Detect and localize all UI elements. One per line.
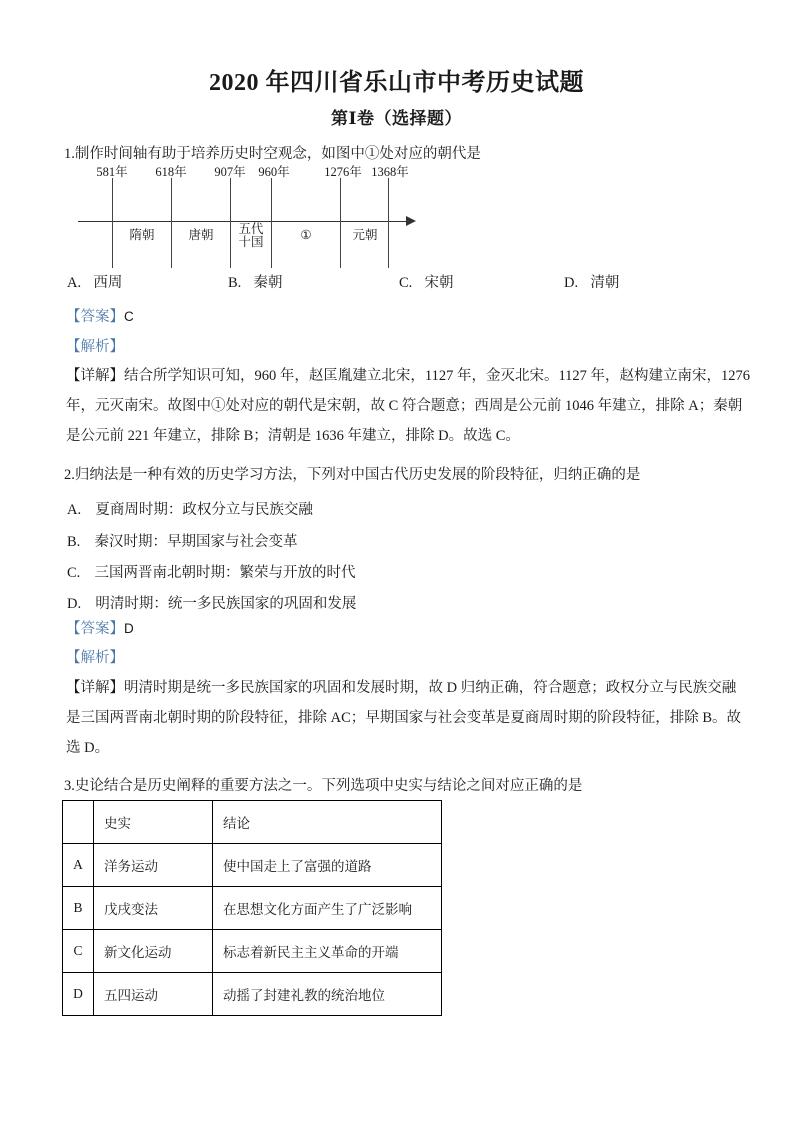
question-2-option-b[interactable] [67, 532, 298, 552]
question-2-detail-line: 选 D。 [66, 740, 110, 756]
table-row[interactable] [63, 930, 442, 973]
timeline-year-label: 618年 [155, 165, 187, 179]
timeline-year-label: 960年 [258, 165, 290, 179]
option-key: C. [399, 275, 413, 291]
table-cell-conclusion: 在思想文化方面产生了广泛影响 [213, 887, 442, 930]
table-row[interactable] [63, 844, 442, 887]
timeline-era-label: 隋朝 [129, 228, 155, 242]
answer-tag: 【答案】 [66, 309, 124, 325]
table-cell-index: D [63, 973, 94, 1016]
timeline-arrow-head [406, 216, 416, 226]
timeline-year-label: 581年 [96, 165, 128, 179]
question-2-option-c[interactable] [67, 563, 356, 583]
option-key: A. [67, 502, 82, 518]
option-key: C. [67, 565, 81, 581]
timeline-tick-1276 [340, 178, 341, 268]
question-2-stem: 2.归纳法是一种有效的历史学习方法，下列对中国古代历史发展的阶段特征，归纳正确的是 [64, 467, 641, 483]
question-2-option-d[interactable] [67, 594, 356, 614]
table-cell-fact: 洋务运动 [94, 844, 213, 887]
option-text: 夏商周时期：政权分立与民族交融 [95, 502, 313, 518]
timeline-year-label: 1368年 [371, 165, 409, 179]
table-row[interactable] [63, 973, 442, 1016]
timeline-tick-581 [112, 178, 113, 268]
question-2-option-a[interactable] [67, 500, 313, 520]
option-text: 秦朝 [253, 275, 283, 291]
question-3-stem: 3.史论结合是历史阐释的重要方法之一。下列选项中史实与结论之间对应正确的是 [64, 778, 583, 794]
table-header-cell-conclusion: 结论 [213, 801, 442, 844]
timeline-era-label: 元朝 [352, 228, 378, 242]
table-cell-index: A [63, 844, 94, 887]
option-key: B. [67, 534, 81, 550]
option-text: 明清时期：统一多民族国家的巩固和发展 [95, 596, 357, 612]
question-1-answer-value: C [124, 309, 134, 324]
table-header-cell-fact: 史实 [94, 801, 213, 844]
question-3-table [62, 800, 442, 1016]
question-1-option-a[interactable] [67, 273, 122, 293]
question-1-option-b[interactable] [228, 273, 283, 293]
page-subtitle: 第Ⅰ卷（选择题） [331, 109, 462, 128]
timeline-year-label: 907年 [214, 165, 246, 179]
question-2-analysis-tag: 【解析】 [66, 650, 124, 666]
option-text: 清朝 [590, 275, 620, 291]
question-1-detail-line: 年，元灭南宋。故图中①处对应的朝代是宋朝，故 C 符合题意；西周是公元前 1046 年建立，排除 A；秦朝 [66, 398, 743, 414]
question-2-answer-value: D [124, 621, 134, 636]
option-key: D. [67, 596, 82, 612]
question-1-option-c[interactable] [399, 273, 454, 293]
timeline-era-label: 唐朝 [188, 228, 214, 242]
table-cell-fact: 五四运动 [94, 973, 213, 1016]
question-2-detail-line: 【详解】明清时期是统一多民族国家的巩固和发展时期，故 D 归纳正确，符合题意；政权分立与民族交融 [66, 680, 737, 696]
timeline-tick-960 [271, 178, 272, 268]
timeline-diagram [78, 166, 428, 270]
timeline-tick-907 [230, 178, 231, 268]
question-1-detail-line: 是公元前 221 年建立，排除 B；清朝是 1636 年建立，排除 D。故选 C。 [66, 428, 520, 444]
answer-tag: 【答案】 [66, 621, 124, 637]
table-row[interactable] [63, 887, 442, 930]
question-1-stem: 1.制作时间轴有助于培养历史时空观念，如图中①处对应的朝代是 [64, 146, 481, 162]
timeline-era-line-1: 五代 [238, 222, 264, 236]
table-header-cell-index [63, 801, 94, 844]
question-1-detail-line: 【详解】结合所学知识可知，960 年，赵匡胤建立北宋，1127 年，金灭北宋。1127 年，赵构建立南宋，1276 [66, 368, 751, 384]
table-cell-index: C [63, 930, 94, 973]
timeline-tick-1368 [388, 178, 389, 268]
table-cell-index: B [63, 887, 94, 930]
timeline-tick-618 [171, 178, 172, 268]
option-text: 宋朝 [424, 275, 454, 291]
question-1-option-d[interactable] [564, 273, 619, 293]
timeline-era-label-five-dynasties [238, 223, 263, 249]
table-cell-fact: 新文化运动 [94, 930, 213, 973]
page-title: 2020 年四川省乐山市中考历史试题 [209, 70, 584, 96]
table-cell-fact: 戊戌变法 [94, 887, 213, 930]
table-cell-conclusion: 动摇了封建礼教的统治地位 [213, 973, 442, 1016]
question-2-detail-line: 是三国两晋南北朝时期的阶段特征，排除 AC；早期国家与社会变革是夏商周时期的阶段特征，排除 B。故 [66, 710, 742, 726]
option-text: 三国两晋南北朝时期：繁荣与开放的时代 [94, 565, 356, 581]
option-text: 西周 [93, 275, 123, 291]
timeline-year-label: 1276年 [324, 165, 362, 179]
question-1-answer-row [66, 307, 134, 327]
option-text: 秦汉时期：早期国家与社会变革 [94, 534, 298, 550]
question-2-answer-row [66, 619, 134, 639]
timeline-era-label-blank: ① [300, 228, 312, 242]
option-key: A. [67, 275, 82, 291]
option-key: D. [564, 275, 579, 291]
table-cell-conclusion: 使中国走上了富强的道路 [213, 844, 442, 887]
timeline-era-line-2: 十国 [238, 235, 264, 249]
question-1-analysis-tag: 【解析】 [66, 339, 124, 355]
table-header-row [63, 801, 442, 844]
table-cell-conclusion: 标志着新民主主义革命的开端 [213, 930, 442, 973]
option-key: B. [228, 275, 242, 291]
